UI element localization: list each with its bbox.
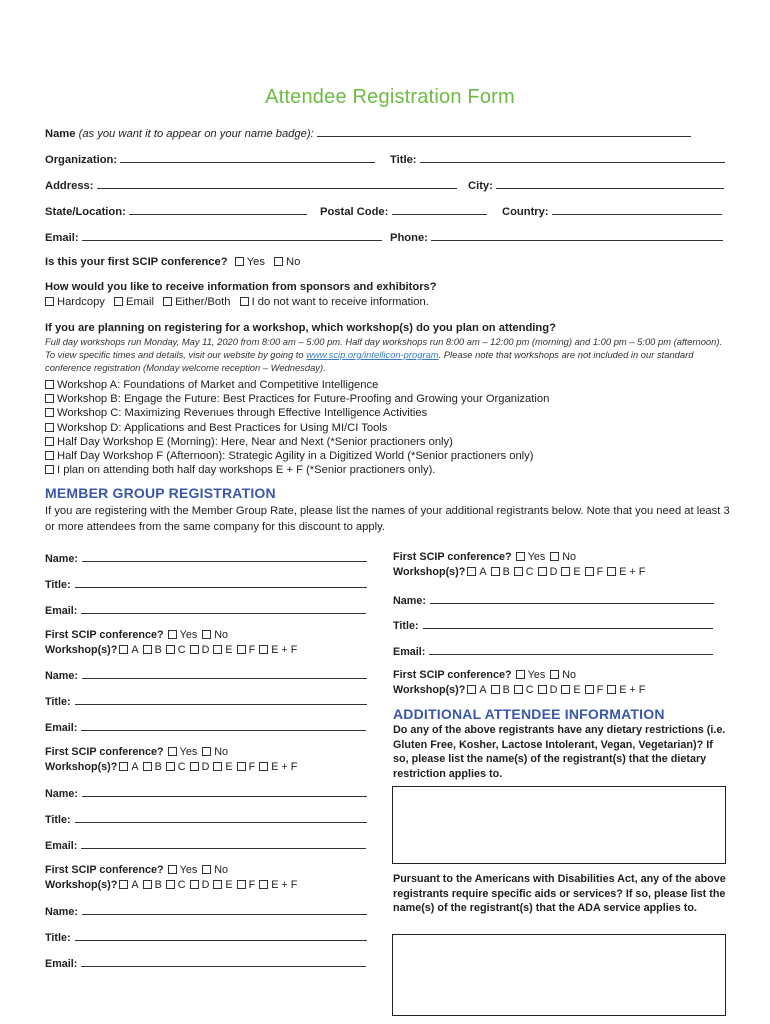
city-label: City: bbox=[468, 180, 493, 192]
registrant-email-field[interactable] bbox=[429, 644, 713, 655]
registrant-workshop-option: E + F bbox=[271, 879, 298, 891]
registrant-first-conference bbox=[393, 669, 576, 681]
workshop-d-checkbox[interactable] bbox=[45, 423, 54, 432]
state-row bbox=[45, 204, 307, 218]
registrant-name-label: Name: bbox=[45, 670, 79, 682]
registrant-workshop-checkbox[interactable] bbox=[119, 762, 128, 771]
email-label: Email: bbox=[45, 232, 79, 244]
first-conference-question: Is this your first SCIP conference? bbox=[45, 256, 228, 268]
info-options bbox=[45, 296, 429, 308]
info-question bbox=[45, 281, 437, 293]
hardcopy-checkbox[interactable] bbox=[45, 297, 54, 306]
workshop-option bbox=[45, 463, 549, 477]
registrant-email-row bbox=[45, 838, 366, 852]
registrant-workshop-checkbox[interactable] bbox=[607, 685, 616, 694]
registrant-name-label: Name: bbox=[393, 595, 427, 607]
email-row bbox=[45, 230, 382, 244]
registrant-title-field[interactable] bbox=[75, 930, 367, 941]
registrant-workshops-label: Workshop(s)? bbox=[45, 644, 118, 656]
registrant-no-checkbox[interactable] bbox=[202, 747, 211, 756]
state-field[interactable] bbox=[129, 204, 307, 215]
additional-heading: ADDITIONAL ATTENDEE INFORMATION bbox=[393, 706, 665, 722]
registrant-yes-checkbox[interactable] bbox=[168, 747, 177, 756]
workshop-a-label: Workshop A: Foundations of Market and Competitive Intelligence bbox=[57, 379, 379, 391]
registrant-yes-checkbox[interactable] bbox=[168, 865, 177, 874]
registrant-workshops-label: Workshop(s)? bbox=[45, 761, 118, 773]
registrant-workshop-option: A bbox=[131, 761, 139, 773]
dietary-input[interactable] bbox=[392, 786, 726, 864]
name-row bbox=[45, 126, 691, 140]
registrant-workshop-checkbox[interactable] bbox=[607, 567, 616, 576]
postal-field[interactable] bbox=[392, 204, 487, 215]
registrant-workshop-option: C bbox=[177, 879, 186, 891]
registrant-first-conference bbox=[45, 864, 228, 876]
registrant-title-row bbox=[45, 930, 367, 944]
registrant-workshop-checkbox[interactable] bbox=[237, 645, 246, 654]
registrant-workshops bbox=[45, 879, 297, 891]
registrant-workshop-checkbox[interactable] bbox=[119, 645, 128, 654]
registrant-workshop-option: B bbox=[154, 761, 162, 773]
registrant-name-field[interactable] bbox=[430, 593, 714, 604]
registrant-workshop-checkbox[interactable] bbox=[467, 567, 476, 576]
registrant-workshop-option: A bbox=[479, 684, 487, 696]
registrant-workshop-checkbox[interactable] bbox=[514, 567, 523, 576]
address-field[interactable] bbox=[97, 178, 457, 189]
registrant-workshop-option: B bbox=[502, 566, 510, 578]
registrant-title-field[interactable] bbox=[75, 577, 367, 588]
registrant-workshop-option: B bbox=[154, 644, 162, 656]
registrant-email-field[interactable] bbox=[81, 838, 366, 849]
registrant-workshop-option: E bbox=[225, 644, 233, 656]
registrant-workshop-option: E bbox=[225, 879, 233, 891]
email-checkbox[interactable] bbox=[114, 297, 123, 306]
registrant-workshop-checkbox[interactable] bbox=[259, 645, 268, 654]
registrant-yes-label: Yes bbox=[527, 669, 546, 681]
registrant-yes-checkbox[interactable] bbox=[516, 552, 525, 561]
member-intro: If you are registering with the Member Group Rate, please list the names of your additional registrants below. Note that you need at least 3 or more attendees from the same company for this discount to apply. bbox=[45, 505, 730, 533]
registrant-email-field[interactable] bbox=[81, 603, 366, 614]
registrant-workshop-checkbox[interactable] bbox=[538, 685, 547, 694]
registrant-workshop-option: E + F bbox=[271, 761, 298, 773]
registrant-title-row bbox=[45, 577, 367, 591]
registrant-no-checkbox[interactable] bbox=[550, 670, 559, 679]
registrant-email-row bbox=[45, 956, 366, 970]
workshop-note-text-end: . Please note that workshops are not included in our standard conference registration (Monday welcome reception – Wednesday). bbox=[45, 349, 694, 373]
registrant-email-label: Email: bbox=[45, 605, 78, 617]
first-conference-no-label: No bbox=[286, 256, 301, 268]
registrant-workshops bbox=[45, 761, 297, 773]
email-option-label: Email bbox=[126, 296, 154, 308]
registrant-workshop-option: A bbox=[131, 644, 139, 656]
registrant-workshops bbox=[393, 684, 645, 696]
registrant-workshop-checkbox[interactable] bbox=[491, 685, 500, 694]
form-title: Attendee Registration Form bbox=[265, 86, 515, 108]
registrant-workshop-option: B bbox=[502, 684, 510, 696]
registrant-workshop-option: E + F bbox=[271, 644, 298, 656]
registrant-workshop-option: F bbox=[248, 879, 256, 891]
registrant-title-label: Title: bbox=[45, 814, 71, 826]
registrant-first-question: First SCIP conference? bbox=[45, 746, 164, 758]
workshop-c-checkbox[interactable] bbox=[45, 408, 54, 417]
registrant-name-row bbox=[45, 904, 367, 918]
registrant-workshop-option: C bbox=[177, 644, 186, 656]
registrant-workshop-checkbox[interactable] bbox=[213, 645, 222, 654]
registrant-email-label: Email: bbox=[393, 646, 426, 658]
registrant-workshop-checkbox[interactable] bbox=[190, 645, 199, 654]
workshop-b-label: Workshop B: Engage the Future: Best Practices for Future-Proofing and Growing your Organization bbox=[57, 393, 550, 406]
workshop-question bbox=[45, 322, 556, 334]
registrant-workshop-checkbox[interactable] bbox=[143, 880, 152, 889]
registrant-workshop-checkbox[interactable] bbox=[237, 762, 246, 771]
registrant-name-field[interactable] bbox=[82, 551, 367, 562]
registrant-no-label: No bbox=[562, 669, 577, 681]
either-both-label: Either/Both bbox=[175, 296, 231, 308]
registrant-name-row bbox=[45, 786, 367, 800]
workshop-a-checkbox[interactable] bbox=[45, 380, 54, 389]
postal-label: Postal Code: bbox=[320, 206, 389, 218]
registrant-workshop-checkbox[interactable] bbox=[467, 685, 476, 694]
registrant-first-question: First SCIP conference? bbox=[45, 629, 164, 641]
workshop-option bbox=[45, 378, 549, 392]
registrant-first-conference bbox=[45, 746, 228, 758]
registrant-email-label: Email: bbox=[45, 958, 78, 970]
workshop-note-text: Full day workshops run Monday, May 11, 2020 from 8:00 am – 5:00 pm. Half day workshops run 8:00 am – 12:00 pm (morning) and 1:00 pm – 5:00 pm (afternoon). To view specific times and details, visit our website by going to bbox=[45, 336, 723, 360]
state-label: State/Location: bbox=[45, 206, 126, 218]
registrant-workshop-option: D bbox=[201, 879, 210, 891]
registrant-yes-label: Yes bbox=[179, 746, 198, 758]
registrant-name-field[interactable] bbox=[82, 668, 367, 679]
registrant-email-label: Email: bbox=[45, 722, 78, 734]
phone-label: Phone: bbox=[390, 232, 428, 244]
organization-field[interactable] bbox=[120, 152, 375, 163]
workshop-e-label: Half Day Workshop E (Morning): Here, Near and Next (*Senior practioners only) bbox=[57, 435, 453, 448]
registrant-workshops-label: Workshop(s)? bbox=[45, 879, 118, 891]
registrant-yes-label: Yes bbox=[179, 864, 198, 876]
registrant-name-field[interactable] bbox=[82, 786, 367, 797]
registrant-no-checkbox[interactable] bbox=[202, 630, 211, 639]
registrant-workshop-option: C bbox=[525, 566, 534, 578]
either-both-checkbox[interactable] bbox=[163, 297, 172, 306]
registrant-workshop-option: D bbox=[549, 684, 558, 696]
registrant-workshop-option: B bbox=[154, 879, 162, 891]
workshop-option bbox=[45, 449, 549, 463]
workshop-ef-checkbox[interactable] bbox=[45, 465, 54, 474]
email-field[interactable] bbox=[82, 230, 382, 241]
address-label: Address: bbox=[45, 180, 94, 192]
name-hint: (as you want it to appear on your name badge): bbox=[78, 128, 314, 140]
registrant-no-label: No bbox=[214, 864, 229, 876]
registrant-workshop-checkbox[interactable] bbox=[514, 685, 523, 694]
registrant-name-field[interactable] bbox=[82, 904, 367, 915]
registrant-first-question: First SCIP conference? bbox=[393, 551, 512, 563]
registrant-email-label: Email: bbox=[45, 840, 78, 852]
ada-input[interactable] bbox=[392, 934, 726, 1016]
registrant-email-row bbox=[393, 644, 713, 658]
title-label: Title: bbox=[390, 154, 417, 166]
city-field[interactable] bbox=[496, 178, 724, 189]
registrant-workshop-option: F bbox=[596, 684, 604, 696]
registrant-yes-label: Yes bbox=[527, 551, 546, 563]
registrant-workshop-option: D bbox=[201, 644, 210, 656]
registrant-workshop-option: D bbox=[549, 566, 558, 578]
phone-row bbox=[390, 230, 723, 244]
country-field[interactable] bbox=[552, 204, 722, 215]
registrant-title-label: Title: bbox=[45, 579, 71, 591]
registrant-workshop-option: E bbox=[573, 566, 581, 578]
registrant-title-field[interactable] bbox=[423, 618, 713, 629]
registrant-title-label: Title: bbox=[45, 932, 71, 944]
registrant-email-row bbox=[45, 720, 366, 734]
registrant-workshop-checkbox[interactable] bbox=[166, 762, 175, 771]
registrant-name-row bbox=[45, 551, 367, 565]
registrant-workshop-checkbox[interactable] bbox=[213, 880, 222, 889]
registrant-email-field[interactable] bbox=[81, 720, 366, 731]
registrant-workshop-checkbox[interactable] bbox=[166, 645, 175, 654]
registrant-title-label: Title: bbox=[393, 620, 419, 632]
workshop-option bbox=[45, 421, 549, 435]
workshop-option bbox=[45, 406, 549, 420]
registrant-workshop-checkbox[interactable] bbox=[491, 567, 500, 576]
registrant-workshop-option: E + F bbox=[619, 684, 646, 696]
registrant-title-label: Title: bbox=[45, 696, 71, 708]
registrant-no-label: No bbox=[214, 629, 229, 641]
address-row bbox=[45, 178, 457, 192]
workshop-option bbox=[45, 435, 549, 449]
program-link[interactable]: www.scip.org/intellicon-program bbox=[306, 349, 439, 360]
registrant-workshop-checkbox[interactable] bbox=[143, 645, 152, 654]
title-field[interactable] bbox=[420, 152, 725, 163]
registrant-workshop-option: C bbox=[177, 761, 186, 773]
country-label: Country: bbox=[502, 206, 549, 218]
workshop-d-label: Workshop D: Applications and Best Practices for Using MI/CI Tools bbox=[57, 421, 388, 434]
registrant-workshop-option: D bbox=[201, 761, 210, 773]
registrant-workshops bbox=[393, 566, 645, 578]
registrant-name-row bbox=[393, 593, 714, 607]
title-row bbox=[390, 152, 725, 166]
workshop-option bbox=[45, 392, 549, 406]
registrant-workshop-checkbox[interactable] bbox=[213, 762, 222, 771]
registrant-workshop-checkbox[interactable] bbox=[585, 567, 594, 576]
registrant-workshop-option: E bbox=[225, 761, 233, 773]
registrant-workshop-checkbox[interactable] bbox=[190, 762, 199, 771]
registrant-workshop-option: E bbox=[573, 684, 581, 696]
registrant-workshop-checkbox[interactable] bbox=[143, 762, 152, 771]
registrant-workshop-checkbox[interactable] bbox=[166, 880, 175, 889]
registrant-workshop-option: F bbox=[248, 761, 256, 773]
registrant-workshop-checkbox[interactable] bbox=[259, 762, 268, 771]
organization-label: Organization: bbox=[45, 154, 118, 166]
workshop-e-checkbox[interactable] bbox=[45, 437, 54, 446]
workshop-question-text: If you are planning on registering for a workshop, which workshop(s) do you plan on attending? bbox=[45, 322, 556, 334]
registrant-name-label: Name: bbox=[45, 788, 79, 800]
registrant-workshops-label: Workshop(s)? bbox=[393, 684, 466, 696]
registrant-email-field[interactable] bbox=[81, 956, 366, 967]
registrant-first-conference bbox=[45, 629, 228, 641]
registrant-title-field[interactable] bbox=[75, 694, 367, 705]
registrant-first-question: First SCIP conference? bbox=[45, 864, 164, 876]
organization-row bbox=[45, 152, 375, 166]
registrant-first-conference bbox=[393, 551, 576, 563]
registrant-no-checkbox[interactable] bbox=[202, 865, 211, 874]
no-info-label: I do not want to receive information. bbox=[251, 296, 429, 308]
first-conference-yes-checkbox[interactable] bbox=[235, 257, 244, 266]
workshop-ef-label: I plan on attending both half day workshops E + F (*Senior practioners only). bbox=[57, 464, 436, 477]
registrant-workshop-checkbox[interactable] bbox=[190, 880, 199, 889]
registrant-email-row bbox=[45, 603, 366, 617]
name-label: Name bbox=[45, 128, 76, 140]
city-row bbox=[468, 178, 724, 192]
registrant-title-row bbox=[45, 694, 367, 708]
registrant-workshop-checkbox[interactable] bbox=[538, 567, 547, 576]
registrant-workshop-checkbox[interactable] bbox=[585, 685, 594, 694]
name-field[interactable] bbox=[317, 126, 691, 137]
registrant-workshop-option: A bbox=[479, 566, 487, 578]
registrant-title-row bbox=[393, 618, 713, 632]
registrant-yes-checkbox[interactable] bbox=[516, 670, 525, 679]
registrant-no-label: No bbox=[562, 551, 577, 563]
phone-field[interactable] bbox=[431, 230, 723, 241]
registrant-workshop-checkbox[interactable] bbox=[259, 880, 268, 889]
registrant-workshop-checkbox[interactable] bbox=[561, 567, 570, 576]
workshop-c-label: Workshop C: Maximizing Revenues through Effective Intelligence Activities bbox=[57, 407, 428, 420]
member-heading: MEMBER GROUP REGISTRATION bbox=[45, 485, 276, 501]
registrant-name-label: Name: bbox=[45, 553, 79, 565]
workshop-f-label: Half Day Workshop F (Afternoon): Strategic Agility in a Digitized World (*Senior practioners only) bbox=[57, 450, 534, 463]
country-row bbox=[502, 204, 722, 218]
no-info-checkbox[interactable] bbox=[240, 297, 249, 306]
first-conference-yes-label: Yes bbox=[246, 256, 265, 268]
registrant-workshop-option: E + F bbox=[619, 566, 646, 578]
info-question-text: How would you like to receive information from sponsors and exhibitors? bbox=[45, 281, 437, 293]
registrant-workshop-option: F bbox=[596, 566, 604, 578]
registrant-workshop-checkbox[interactable] bbox=[237, 880, 246, 889]
registrant-workshop-option: C bbox=[525, 684, 534, 696]
registrant-workshop-option: F bbox=[248, 644, 256, 656]
postal-row bbox=[320, 204, 487, 218]
registrant-workshop-option: A bbox=[131, 879, 139, 891]
registrant-no-checkbox[interactable] bbox=[550, 552, 559, 561]
registrant-name-label: Name: bbox=[45, 906, 79, 918]
first-conference-row bbox=[45, 256, 300, 268]
registrant-title-row bbox=[45, 812, 367, 826]
workshop-note bbox=[45, 335, 725, 374]
dietary-question: Do any of the above registrants have any dietary restrictions (i.e. Gluten Free, Kosher, Lactose Intolerant, Vegan, Vegetarian)? If so, please list the name(s) of the registrant(s) that the dietary restriction applies to. bbox=[393, 724, 726, 780]
registrant-first-question: First SCIP conference? bbox=[393, 669, 512, 681]
registrant-workshop-checkbox[interactable] bbox=[561, 685, 570, 694]
registrant-workshops bbox=[45, 644, 297, 656]
hardcopy-label: Hardcopy bbox=[57, 296, 105, 308]
registrant-no-label: No bbox=[214, 746, 229, 758]
first-conference-no-checkbox[interactable] bbox=[274, 257, 283, 266]
registrant-workshop-checkbox[interactable] bbox=[119, 880, 128, 889]
registrant-yes-label: Yes bbox=[179, 629, 198, 641]
registrant-yes-checkbox[interactable] bbox=[168, 630, 177, 639]
registrant-title-field[interactable] bbox=[75, 812, 367, 823]
workshop-options bbox=[45, 378, 549, 477]
registrant-workshops-label: Workshop(s)? bbox=[393, 566, 466, 578]
workshop-b-checkbox[interactable] bbox=[45, 394, 54, 403]
registrant-name-row bbox=[45, 668, 367, 682]
workshop-f-checkbox[interactable] bbox=[45, 451, 54, 460]
ada-question: Pursuant to the Americans with Disabilities Act, any of the above registrants require specific aids or services? If so, please list the name(s) of the registrant(s) that the ADA service applies to. bbox=[393, 873, 726, 915]
